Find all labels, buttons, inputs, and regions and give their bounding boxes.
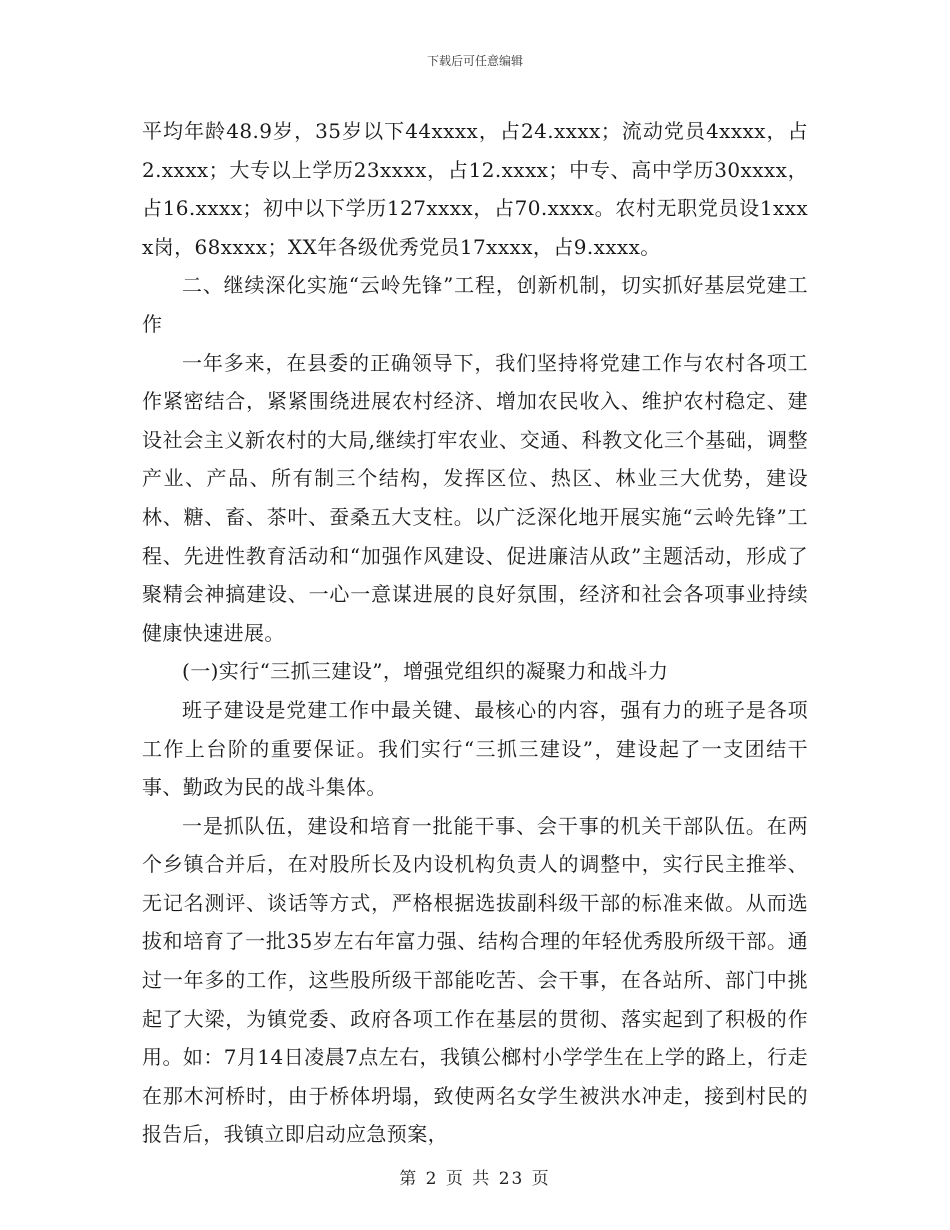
page-header: 下载后可任意编辑 — [426, 54, 523, 68]
paragraph-statistics: 平均年龄48.9岁，35岁以下44xxxx，占24.xxxx；流动党员4xxxx，占2.xxxx；大专以上学历23xxxx，占12.xxxx；中专、高中学历30xxxx，占16.xxxx；初中以下学历127xxxx，占70.xxxx。农村无职党员设1xxxx岗，68xxxx；XX年各级优秀党员17xxxx，占9.xxxx。 — [142, 119, 808, 259]
paragraph-team-building: 班子建设是党建工作中最关键、最核心的内容，强有力的班子是各项工作上台阶的重要保证。我们实行“三抓三建设”，建设起了一支团结干事、勤政为民的战斗集体。 — [142, 697, 808, 800]
paragraph-overview: 一年多来，在县委的正确领导下，我们坚持将党建工作与农村各项工作紧密结合，紧紧围绕进展农村经济、增加农民收入、维护农村稳定、建设社会主义新农村的大局,继续打牢农业、交通、科教文化三个基础，调整产业、产品、所有制三个结构，发挥区位、热区、林业三大优势，建设林、糖、畜、茶叶、蚕桑五大支柱。以广泛深化地开展实施“云岭先锋”工程、先进性教育活动和“加强作风建设、促进廉洁从政”主题活动，形成了聚精会神搞建设、一心一意谋进展的良好氛围，经济和社会各项事业持续健康快速进展。 — [142, 350, 808, 645]
page-footer: 第 2 页 共 23 页 — [399, 1169, 551, 1189]
section-heading-2: 二、继续深化实施“云岭先锋”工程，创新机制，切实抓好基层党建工作 — [142, 273, 808, 336]
subsection-heading-1: (一)实行“三抓三建设”，增强党组织的凝聚力和战斗力 — [182, 659, 669, 684]
document-body — [142, 112, 808, 1154]
paragraph-first-point: 一是抓队伍，建设和培育一批能干事、会干事的机关干部队伍。在两个乡镇合并后，在对股所长及内设机构负责人的调整中，实行民主推举、无记名测评、谈话等方式，严格根据选拔副科级干部的标准来做。从而选拔和培育了一批35岁左右年富力强、结构合理的年轻优秀股所级干部。通过一年多的工作，这些股所级干部能吃苦、会干事，在各站所、部门中挑起了大梁，为镇党委、政府各项工作在基层的贯彻、落实起到了积极的作用。如：7月14日凌晨7点左右，我镇公榔村小学学生在上学的路上，行走在那木河桥时，由于桥体坍塌，致使两名女学生被洪水冲走，接到村民的报告后，我镇立即启动应急预案， — [142, 813, 808, 1147]
